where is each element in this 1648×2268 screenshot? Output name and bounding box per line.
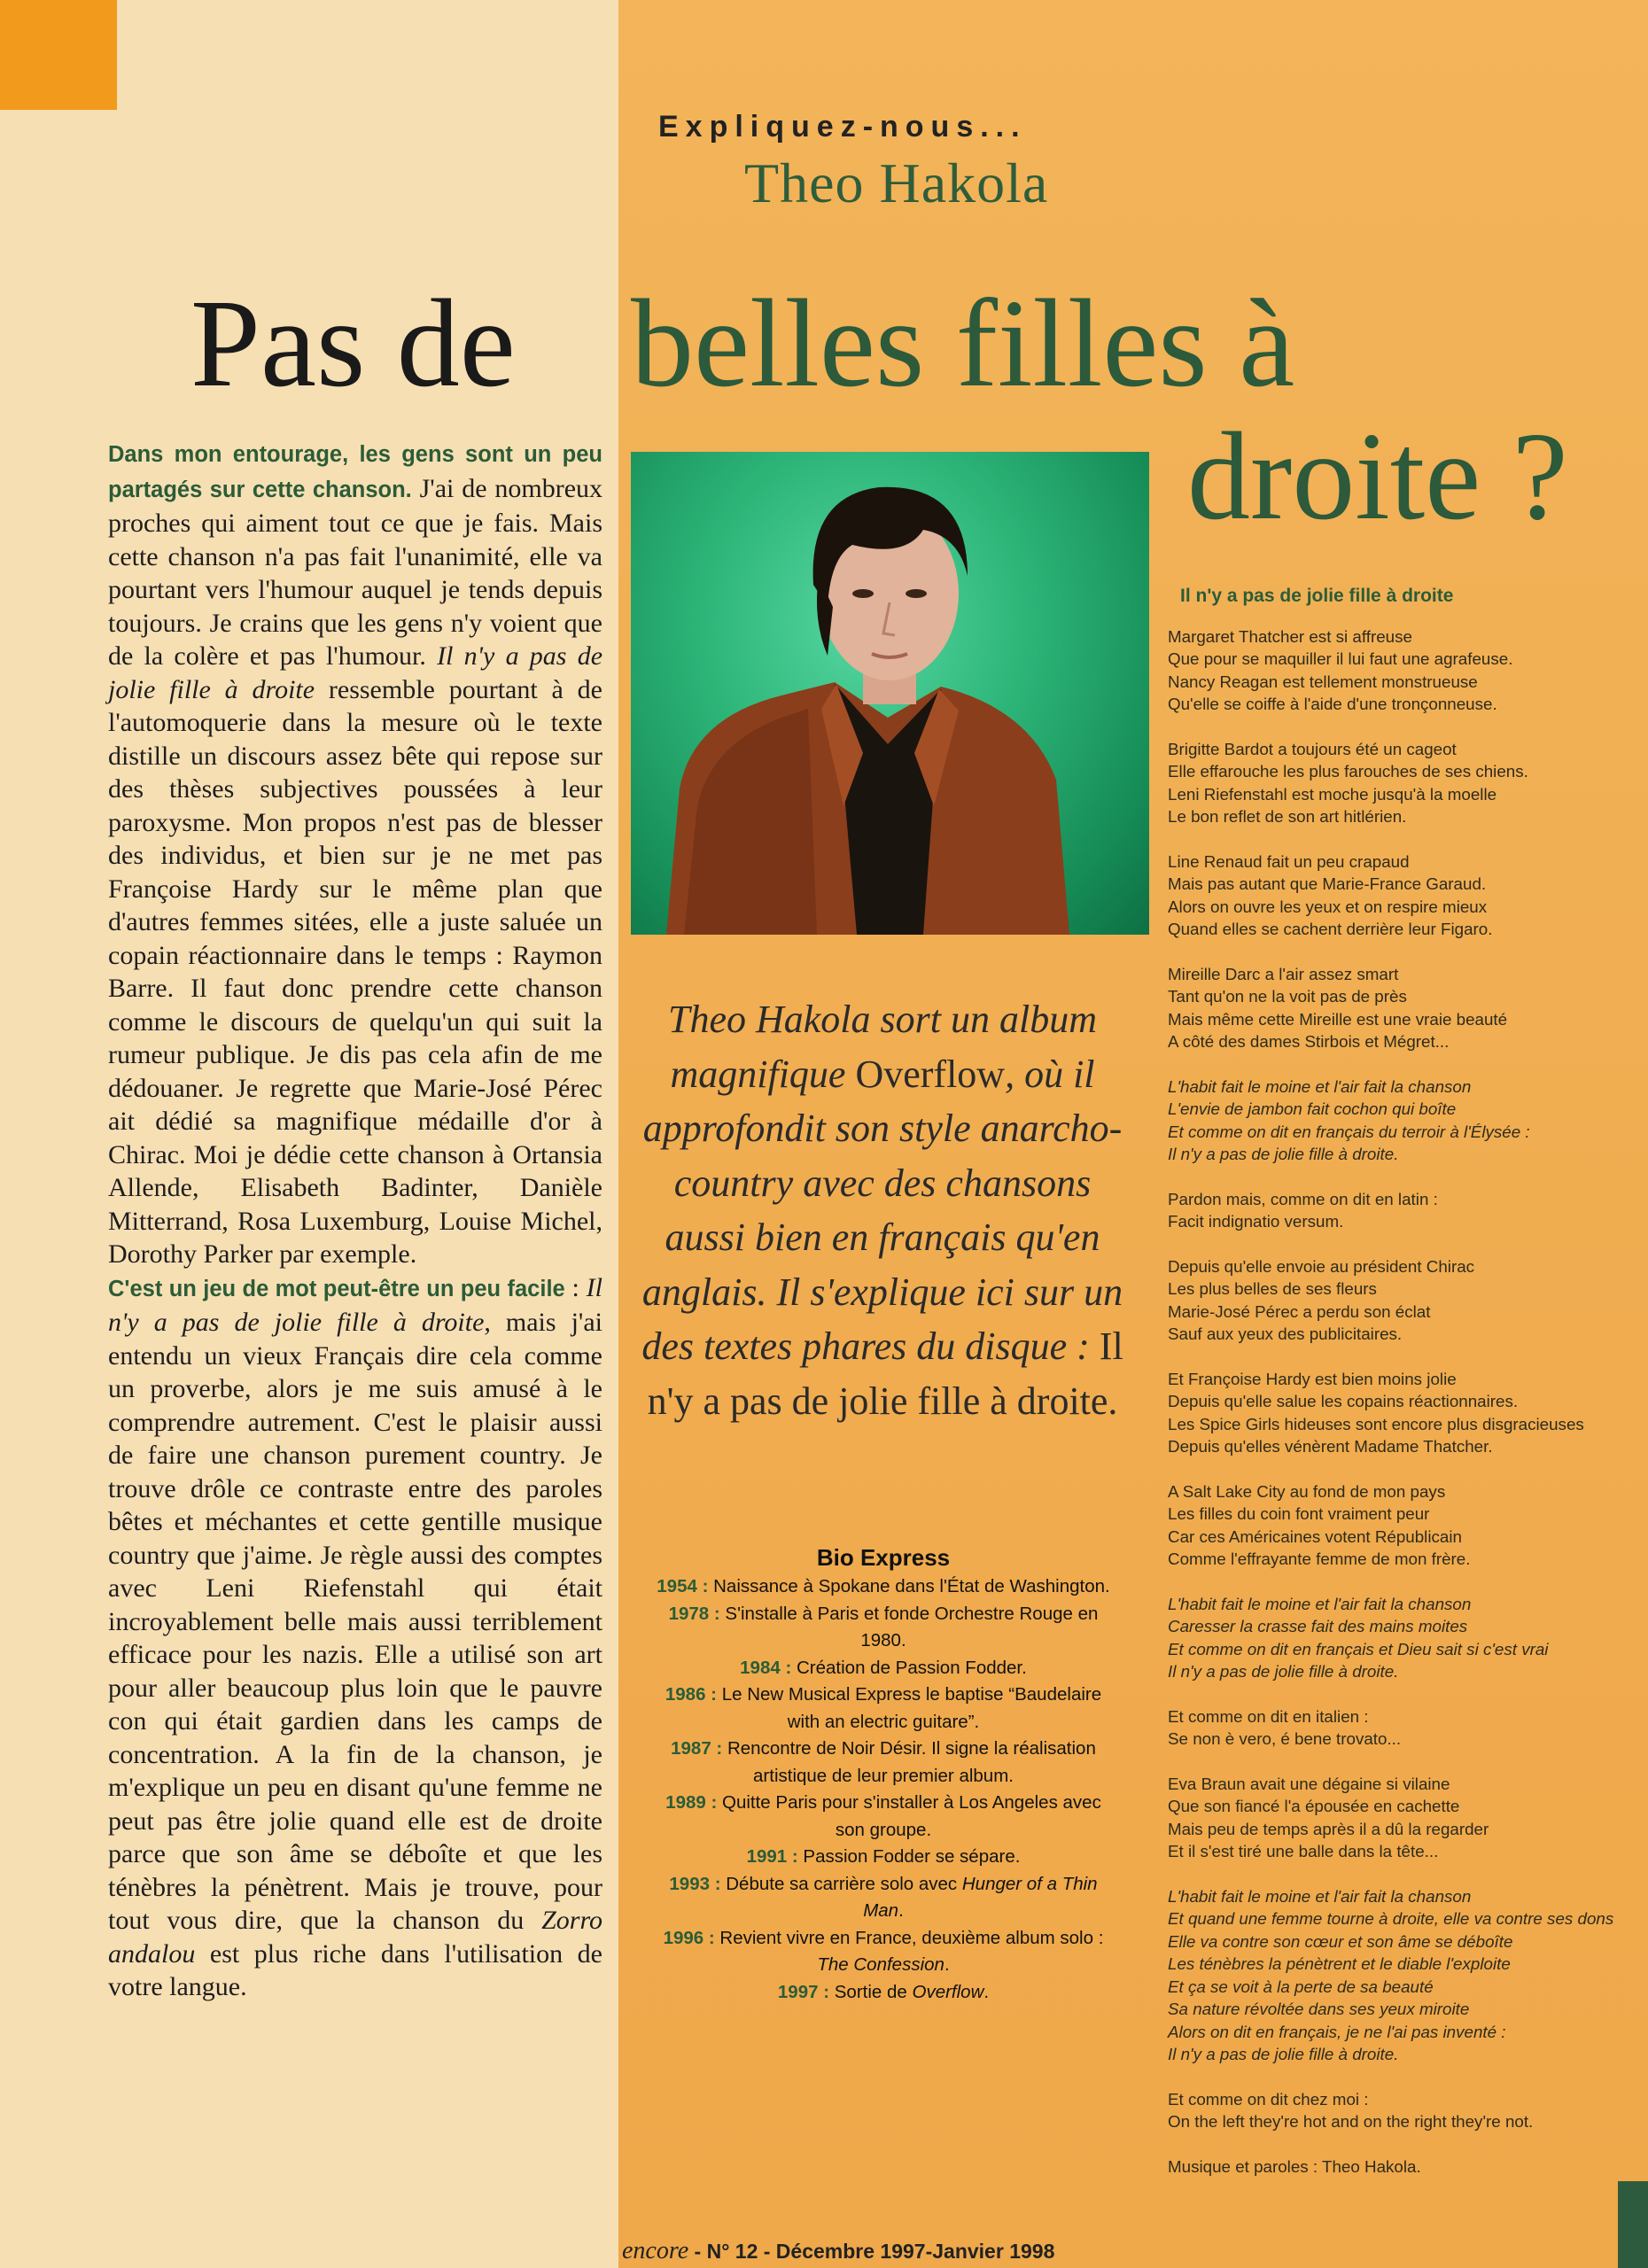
lyrics-line: L'habit fait le moine et l'air fait la chanson: [1168, 1594, 1472, 1613]
lyrics-line: Musique et paroles : Theo Hakola.: [1168, 2156, 1421, 2176]
text-run: Naissance à Spokane dans l'État de Washington.: [708, 1576, 1110, 1596]
bio-year: 1991 :: [746, 1846, 798, 1867]
paragraph-text: [108, 1273, 602, 2002]
lyrics-line: Les plus belles de ses fleurs: [1168, 1279, 1377, 1298]
bio-year: 1984 :: [740, 1657, 792, 1678]
bio-express-box: [653, 1542, 1114, 2006]
lyrics-stanza: [1168, 1480, 1646, 1571]
lyrics-line: Mireille Darc a l'air assez smart: [1168, 964, 1399, 983]
bio-entry: [653, 1979, 1114, 2007]
text-run: .: [983, 1981, 990, 2002]
paragraph-lead: C'est un jeu de mot peut-être un peu facile: [108, 1276, 565, 1301]
lyrics-stanza: [1168, 1593, 1646, 1683]
lyrics-line: Leni Riefenstahl est moche jusqu'à la moelle: [1168, 784, 1497, 804]
lyrics-line: L'habit fait le moine et l'air fait la chanson: [1168, 1076, 1472, 1096]
bio-entry: [653, 1573, 1114, 1601]
italic-title-text: Zorro andalou: [108, 1906, 602, 1969]
bio-year: 1989 :: [665, 1792, 718, 1813]
lyrics-line: Elle effarouche les plus farouches de ses chiens.: [1168, 762, 1528, 781]
lyrics-line: Et comme on dit en français et Dieu sait si c'est vrai: [1168, 1639, 1549, 1658]
bio-year: 1997 :: [777, 1981, 830, 2002]
bio-year: 1993 :: [669, 1873, 721, 1894]
lyrics-stanza: [1168, 850, 1646, 941]
issue-info: - N° 12 - Décembre 1997-Janvier 1998: [688, 2240, 1055, 2263]
headline-part-2: belles filles à: [631, 273, 1295, 413]
page-footer: [622, 2237, 1154, 2265]
bio-title: Bio Express: [816, 1544, 951, 1571]
lyrics-line: Sa nature révoltée dans ses yeux miroite: [1168, 2000, 1470, 2018]
lyrics-line: Caresser la crasse fait des mains moites: [1168, 1617, 1468, 1635]
text-run: est plus riche dans l'utilisation de votre langue.: [108, 1938, 602, 2001]
lyrics-line: Il n'y a pas de jolie fille à droite.: [1168, 1145, 1399, 1163]
paragraph-lead: Dans mon entourage, les gens sont un peu partagés sur cette chanson.: [108, 442, 602, 502]
text-run: Rencontre de Noir Désir. Il signe la réalisation artistique de leur premier album.: [722, 1738, 1096, 1786]
italic-title-text: The Confession: [817, 1954, 944, 1975]
italic-title-text: Il n'y a pas de jolie fille à droite: [108, 1272, 602, 1337]
lyrics-stanza: [1168, 2155, 1646, 2179]
lyrics-stanza: [1168, 1188, 1646, 1233]
lyrics-line: Que pour se maquiller il lui faut une agrafeuse.: [1168, 649, 1513, 668]
subject-name: Theo Hakola: [744, 151, 1049, 214]
magazine-brand: encore: [622, 2237, 689, 2264]
italic-title-text: Hunger of a Thin Man: [863, 1873, 1098, 1921]
bio-year: 1987 :: [671, 1738, 723, 1759]
bio-entry: [653, 1736, 1114, 1790]
text-run: .: [898, 1900, 904, 1921]
bio-entry: [653, 1925, 1114, 1979]
lyrics-line: Le bon reflet de son art hitlérien.: [1168, 807, 1407, 826]
lyrics-line: Depuis qu'elle envoie au président Chirac: [1168, 1256, 1475, 1276]
lyrics-line: Alors on ouvre les yeux et on respire mieux: [1168, 897, 1488, 916]
bio-entry: [653, 1655, 1114, 1682]
lyrics-stanza: [1168, 1773, 1646, 1863]
corner-color-block: [0, 0, 117, 110]
headline-part-3: droite ?: [1187, 406, 1568, 546]
text-run: Création de Passion Fodder.: [791, 1657, 1027, 1678]
lyrics-line: Depuis qu'elle salue les copains réactionnaires.: [1168, 1392, 1519, 1410]
lyrics-stanza: [1168, 738, 1646, 828]
lyrics-title: Il n'y a pas de jolie fille à droite: [1180, 586, 1454, 606]
lyrics-line: Que son fiancé l'a épousée en cachette: [1168, 1797, 1460, 1815]
text-run: Quitte Paris pour s'installer à Los Angeles avec son groupe.: [717, 1792, 1101, 1840]
lyrics-line: Depuis qu'elles vénèrent Madame Thatcher.: [1168, 1437, 1493, 1456]
italic-title-text: Overflow: [912, 1981, 984, 2002]
lyrics-line: Et comme on dit en français du terroir à l'Élysée :: [1168, 1122, 1530, 1141]
lyrics-line: Tant qu'on ne la voit pas de près: [1168, 987, 1407, 1006]
article-deck: [631, 992, 1134, 1428]
lyrics-line: Et quand une femme tourne à droite, elle va contre ses dons: [1168, 1909, 1614, 1928]
lyrics-line: On the left they're hot and on the right they're not.: [1168, 2112, 1534, 2131]
lyrics-stanza: [1168, 1076, 1646, 1166]
lyrics-line: Les Spice Girls hideuses sont encore plus disgracieuses: [1168, 1414, 1584, 1433]
headline-part-1: Pas de: [190, 273, 516, 413]
lyrics-line: Margaret Thatcher est si affreuse: [1168, 626, 1412, 646]
bio-year: 1996 :: [663, 1927, 715, 1948]
lyrics-line: Et ça se voit à la perte de sa beauté: [1168, 1977, 1434, 1996]
lyrics-line: Et il s'est tiré une balle dans la tête...: [1168, 1842, 1439, 1860]
lyrics-line: A Salt Lake City au fond de mon pays: [1168, 1481, 1446, 1501]
lyrics-line: Nancy Reagan est tellement monstrueuse: [1168, 672, 1478, 691]
lyrics-stanza: [1168, 1255, 1646, 1346]
text-run: , mais j'ai entendu un vieux Français dire cela comme un proverbe, alors je me suis amusé à le comprendre autrement. C'est le plaisir aussi de faire une chanson purement country. Je trouve drôle ce contraste entre des paroles bêtes et méchantes et cette gentille musique country que j'aime. Je règle aussi des comptes avec Leni Riefenstahl qui était incroyablement belle mais aussi terriblement efficace pour les nazis. Elle a utilisé son art pour aller beaucoup plus loin que le pauvre con qui était gardien dans les camps de concentration. A la fin de la chanson, je m'explique un peu en disant qu'une femme ne peut pas être jolie quand elle est de droite parce que son âme se déboîte et que les ténèbres la pénètrent. Mais je trouve, pour tout vous dire, que la chanson du: [108, 1308, 602, 1935]
bio-year: 1978 :: [668, 1603, 720, 1624]
lyrics-line: Brigitte Bardot a toujours été un cageot: [1168, 739, 1457, 758]
lyrics-line: Quand elles se cachent derrière leur Figaro.: [1168, 920, 1493, 938]
text-run: ressemble pourtant à de l'automoquerie dans la mesure où le texte distille un discours assez bête qui repose sur des thèses subjectives poussées à leur paroxysme. Mon propos n'est pas de blesser des individus, et bien sur je ne met pas Françoise Hardy sur le même plan que d'autres femmes sitées, elle a juste saluée un copain réactionnaire dans le temps : Raymon Barre. Il faut donc prendre cette chanson comme le discours de quelqu'un qui suit la rumeur publique. Je dis pas cela afin de me dédouaner. Je regrette que Marie-José Pérec ait dédié sa magnifique médaille d'or à Chirac. Moi je dédie cette chanson à Ortansia Allende, Elisabeth Badinter, Danièle Mitterrand, Rosa Luxemburg, Louise Michel, Dorothy Parker par exemple.: [108, 674, 602, 1269]
italic-title-text: Il n'y a pas de jolie fille à droite: [108, 641, 603, 704]
text-run: :: [564, 1272, 587, 1302]
deck-album-title: Overflow: [855, 1052, 1006, 1096]
text-run: Débute sa carrière solo avec: [720, 1873, 962, 1894]
bio-entry: [653, 1601, 1114, 1655]
lyrics-stanza: [1168, 625, 1646, 716]
section-kicker: Expliquez-nous...: [658, 110, 1027, 144]
portrait-illustration: [631, 452, 1149, 935]
lyrics-line: Qu'elle se coiffe à l'aide d'une tronçonneuse.: [1168, 695, 1497, 713]
text-run: Sortie de: [829, 1981, 913, 2002]
bio-list: [653, 1573, 1114, 2006]
lyrics-line: L'envie de jambon fait cochon qui boîte: [1168, 1099, 1457, 1118]
lyrics-line: Mais pas autant que Marie-France Garaud.: [1168, 874, 1487, 893]
article-paragraph-2: [108, 1271, 602, 2004]
lyrics-stanza: [1168, 1885, 1646, 2066]
lyrics-line: Les ténèbres la pénètrent et le diable l'exploite: [1168, 1954, 1511, 1973]
bio-entry: [653, 1871, 1114, 1925]
lyrics-line: Pardon mais, comme on dit en latin :: [1168, 1189, 1438, 1208]
text-run: Le New Musical Express le baptise “Baudelaire with an electric guitare”.: [717, 1684, 1102, 1732]
text-run: .: [944, 1954, 950, 1975]
lyrics-line: Et Françoise Hardy est bien moins jolie: [1168, 1369, 1457, 1388]
article-paragraph-1: [108, 437, 602, 1271]
text-run: S'installe à Paris et fonde Orchestre Rouge en 1980.: [719, 1603, 1099, 1651]
lyrics-line: Alors on dit en français, je ne l'ai pas inventé :: [1168, 2022, 1506, 2041]
lyrics-line: Elle va contre son cœur et son âme se déboîte: [1168, 1931, 1513, 1951]
lyrics-stanza: [1168, 1368, 1646, 1458]
lyrics-stanza: [1168, 963, 1646, 1053]
lyrics-line: Il n'y a pas de jolie fille à droite.: [1168, 1662, 1399, 1681]
lyrics-line: Mais peu de temps après il a dû la regarder: [1168, 1819, 1489, 1838]
portrait-photo: [631, 452, 1149, 935]
lyrics-list: [1168, 625, 1646, 2179]
bio-year: 1986 :: [665, 1684, 717, 1705]
lyrics-stanza: [1168, 2088, 1646, 2133]
lyrics-line: Comme l'effrayante femme de mon frère.: [1168, 1550, 1471, 1568]
lyrics-stanza: [1168, 1705, 1646, 1751]
lyrics-line: Et comme on dit en italien :: [1168, 1706, 1369, 1726]
lyrics-line: Se non è vero, é bene trovato...: [1168, 1729, 1402, 1748]
lyrics-line: Sauf aux yeux des publicitaires.: [1168, 1324, 1403, 1343]
deck-text-2: , où il approfondit son style anarcho-country avec des chansons aussi bien en français qu'en anglais. Il s'explique ici sur un des textes phares du disque :: [641, 1052, 1123, 1368]
paragraph-text: [108, 474, 602, 1270]
lyrics-line: Mais même cette Mireille est une vraie beauté: [1168, 1009, 1508, 1029]
lyrics-column: [1168, 585, 1646, 2200]
text-run: J'ai de nombreux proches qui aiment tout ce que je fais. Mais cette chanson n'a pas fait l'unanimité, elle va pourtant vers l'humour auquel je tends depuis toujours. Je crains que les gens n'y voient que de la colère et pas l'humour.: [108, 473, 603, 671]
lyrics-line: Et comme on dit chez moi :: [1168, 2089, 1369, 2109]
bio-entry: [653, 1790, 1114, 1844]
lyrics-line: Eva Braun avait une dégaine si vilaine: [1168, 1774, 1450, 1793]
text-run: Passion Fodder se sépare.: [797, 1846, 1021, 1867]
bio-year: 1954 :: [657, 1576, 709, 1596]
lyrics-line: Car ces Américaines votent Républicain: [1168, 1526, 1462, 1546]
deck-song-title: Il n'y a pas de jolie fille à droite.: [647, 1324, 1123, 1423]
bio-entry: [653, 1844, 1114, 1871]
deck-text: Theo Hakola sort un album magnifique: [668, 998, 1097, 1096]
text-run: Revient vivre en France, deuxième album solo :: [714, 1927, 1104, 1948]
bio-entry: [653, 1682, 1114, 1736]
lyrics-line: Facit indignatio versum.: [1168, 1212, 1344, 1231]
lyrics-line: Il n'y a pas de jolie fille à droite.: [1168, 2045, 1399, 2063]
article-body: [108, 437, 602, 2004]
lyrics-line: A côté des dames Stirbois et Mégret...: [1168, 1032, 1450, 1051]
lyrics-line: Marie-José Pérec a perdu son éclat: [1168, 1301, 1431, 1321]
lyrics-line: L'habit fait le moine et l'air fait la chanson: [1168, 1886, 1472, 1906]
lyrics-line: Line Renaud fait un peu crapaud: [1168, 851, 1410, 871]
lyrics-line: Les filles du coin font vraiment peur: [1168, 1504, 1430, 1523]
